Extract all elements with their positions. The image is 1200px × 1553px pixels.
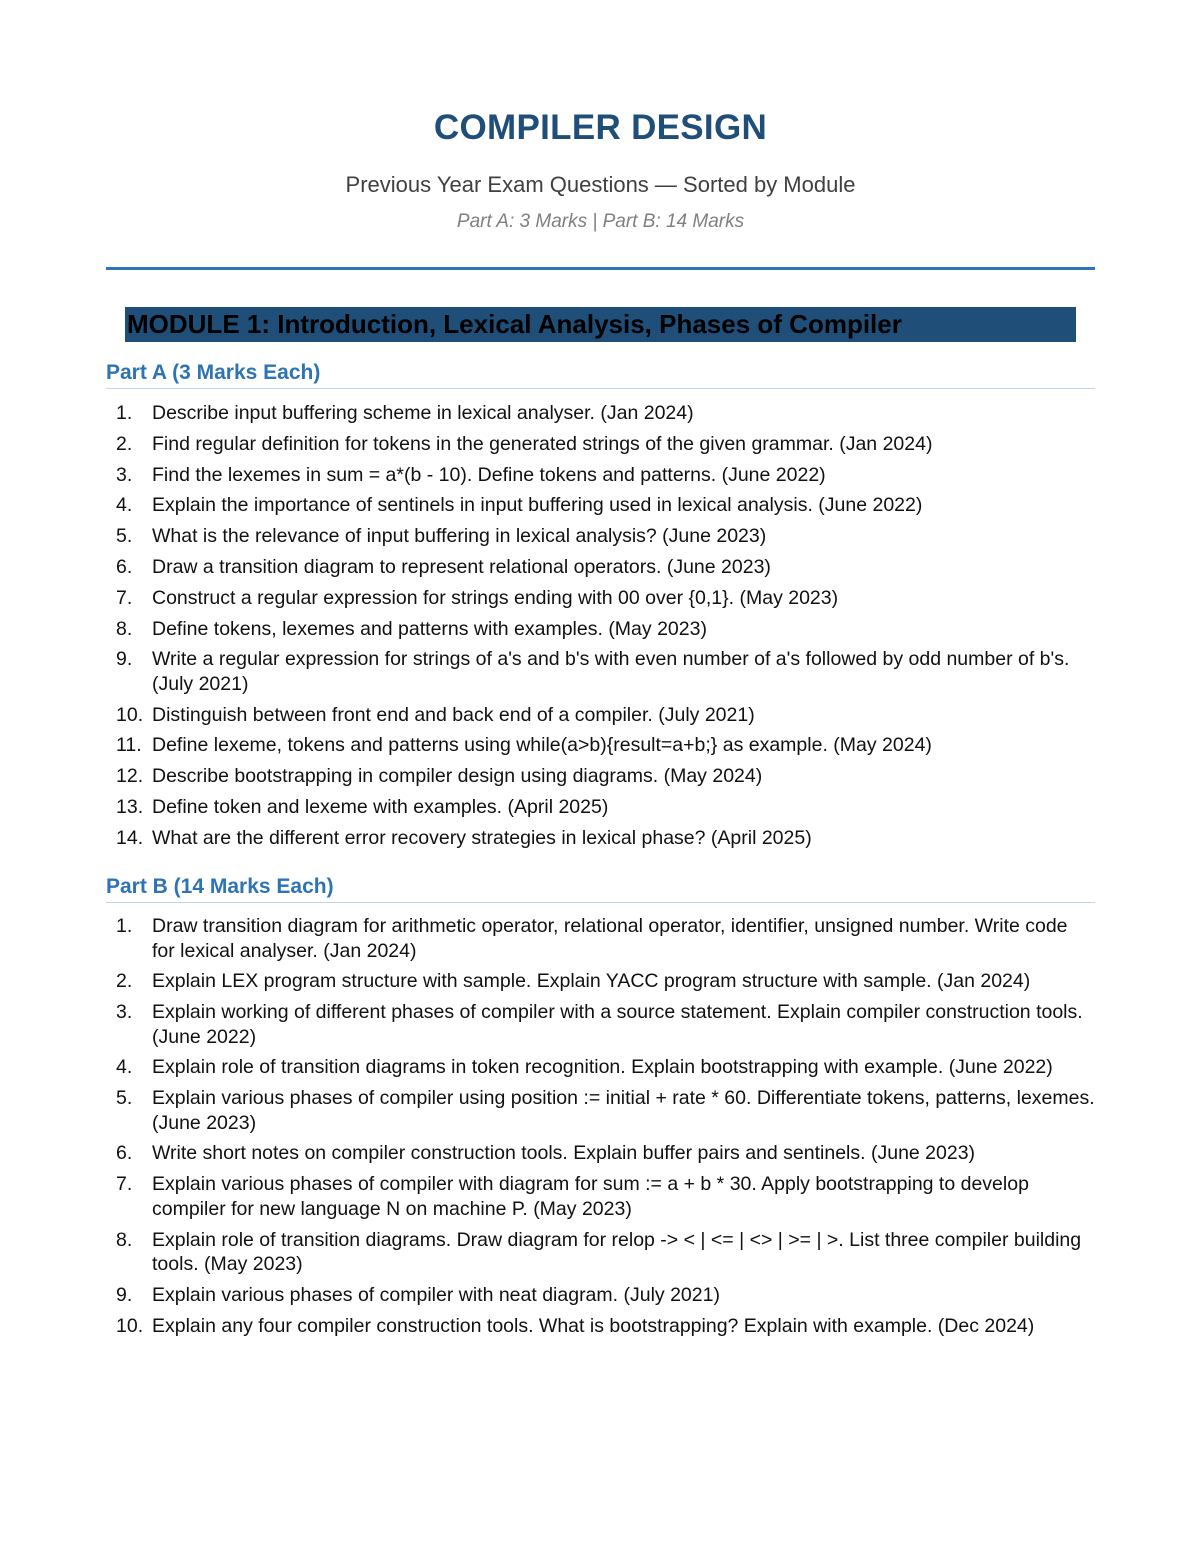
question-item [106,493,1095,518]
question-item [106,586,1095,611]
question-item [106,914,1095,963]
question-text: Explain working of different phases of compiler with a source statement. Explain compiler construction tools. (June 2022) [152,1001,1083,1048]
question-number: 1. [116,402,133,424]
part-b-heading: Part B (14 Marks Each) [106,875,1095,903]
question-text: Explain LEX program structure with sample. Explain YACC program structure with sample. (Jan 2024) [152,970,1031,993]
question-text: Define lexeme, tokens and patterns using while(a>b){result=a+b;} as example. (May 2024) [152,734,932,757]
marks-note: Part A: 3 Marks | Part B: 14 Marks [456,211,745,232]
question-number: 8. [116,617,133,640]
question-text: Write short notes on compiler construction tools. Explain buffer pairs and sentinels. (June 2023) [152,1142,976,1165]
question-number: 1. [116,915,133,937]
question-number: 7. [116,586,133,609]
question-text: What is the relevance of input buffering in lexical analysis? (June 2023) [152,525,767,548]
question-item [106,826,1095,851]
question-text: Explain the importance of sentinels in input buffering used in lexical analysis. (June 2022) [152,494,923,517]
question-number: 11. [116,734,142,757]
question-number: 5. [116,1087,133,1110]
question-item [106,969,1095,994]
question-number: 5. [116,525,133,548]
question-item [106,733,1095,758]
question-item [106,764,1095,789]
question-item [106,1141,1095,1166]
header-divider [106,267,1095,270]
question-text: Find regular definition for tokens in the generated strings of the given grammar. (Jan 2024) [152,432,933,455]
question-text: Explain role of transition diagrams. Draw diagram for relop -> < | <= | <> | >= | >. List three compiler building tools. (May 2023) [152,1228,1082,1276]
question-number: 9. [116,648,133,671]
question-number: 3. [116,463,133,486]
question-text: Draw a transition diagram to represent relational operators. (June 2023) [152,555,771,578]
question-text: What are the different error recovery strategies in lexical phase? (April 2025) [152,826,812,849]
question-number: 4. [116,494,133,517]
question-item [106,432,1095,457]
question-number: 6. [116,555,133,578]
question-item [106,555,1095,580]
question-number: 8. [116,1228,133,1251]
question-text: Write a regular expression for strings of a's and b's with even number of a's followed by odd number of b's. (July 2021) [152,648,1070,695]
question-item [106,617,1095,642]
document-subtitle: Previous Year Exam Questions — Sorted by Module [345,172,856,197]
question-item [106,647,1095,696]
question-item [106,1000,1095,1049]
part-a-question-list [106,401,1095,857]
question-text: Construct a regular expression for strings ending with 00 over {0,1}. (May 2023) [152,586,839,609]
question-item [106,401,1095,426]
question-text: Draw transition diagram for arithmetic operator, relational operator, identifier, unsigned number. Write code for lexical analyser. (Jan 2024) [152,915,1068,962]
question-text: Explain any four compiler construction tools. What is bootstrapping? Explain with example. (Dec 2024) [152,1314,1035,1337]
question-number: 13. [116,796,144,819]
module-heading: MODULE 1: Introduction, Lexical Analysis, Phases of Compiler [125,307,1076,342]
question-text: Explain role of transition diagrams in token recognition. Explain bootstrapping with example. (June 2022) [152,1056,1053,1079]
question-text: Define token and lexeme with examples. (April 2025) [152,796,609,819]
question-number: 2. [116,970,133,993]
question-number: 7. [116,1173,133,1196]
question-text: Find the lexemes in sum = a*(b - 10). Define tokens and patterns. (June 2022) [152,463,826,486]
question-number: 3. [116,1001,133,1024]
question-item [106,703,1095,728]
question-text: Explain various phases of compiler with diagram for sum := a + b * 30. Apply bootstrapping to develop compiler for new language N on machine P. (May 2023) [152,1173,1029,1220]
part-b-question-list [106,914,1095,1344]
question-number: 4. [116,1056,133,1079]
question-text: Explain various phases of compiler with neat diagram. (July 2021) [152,1283,720,1306]
question-number: 10. [116,703,144,726]
question-item [106,1086,1095,1135]
document-title: COMPILER DESIGN [433,108,768,147]
question-text: Define tokens, lexemes and patterns with examples. (May 2023) [152,617,707,640]
question-item [106,1172,1095,1221]
question-item [106,1055,1095,1080]
question-number: 2. [116,432,133,455]
question-number: 9. [116,1283,133,1306]
question-item [106,795,1095,820]
question-item [106,1228,1095,1277]
question-text: Distinguish between front end and back end of a compiler. (July 2021) [152,703,755,726]
question-text: Describe bootstrapping in compiler design using diagrams. (May 2024) [152,765,763,788]
part-a-heading: Part A (3 Marks Each) [106,361,1095,389]
question-number: 10. [116,1314,144,1337]
question-text: Explain various phases of compiler using position := initial + rate * 60. Differentiate tokens, patterns, lexemes. (June 2023) [152,1087,1095,1134]
question-text: Describe input buffering scheme in lexical analyser. (Jan 2024) [152,402,694,424]
question-number: 6. [116,1142,133,1165]
question-item [106,463,1095,488]
question-item [106,524,1095,549]
question-number: 12. [116,765,144,788]
question-item [106,1314,1095,1339]
question-item [106,1283,1095,1308]
question-number: 14. [116,826,144,849]
